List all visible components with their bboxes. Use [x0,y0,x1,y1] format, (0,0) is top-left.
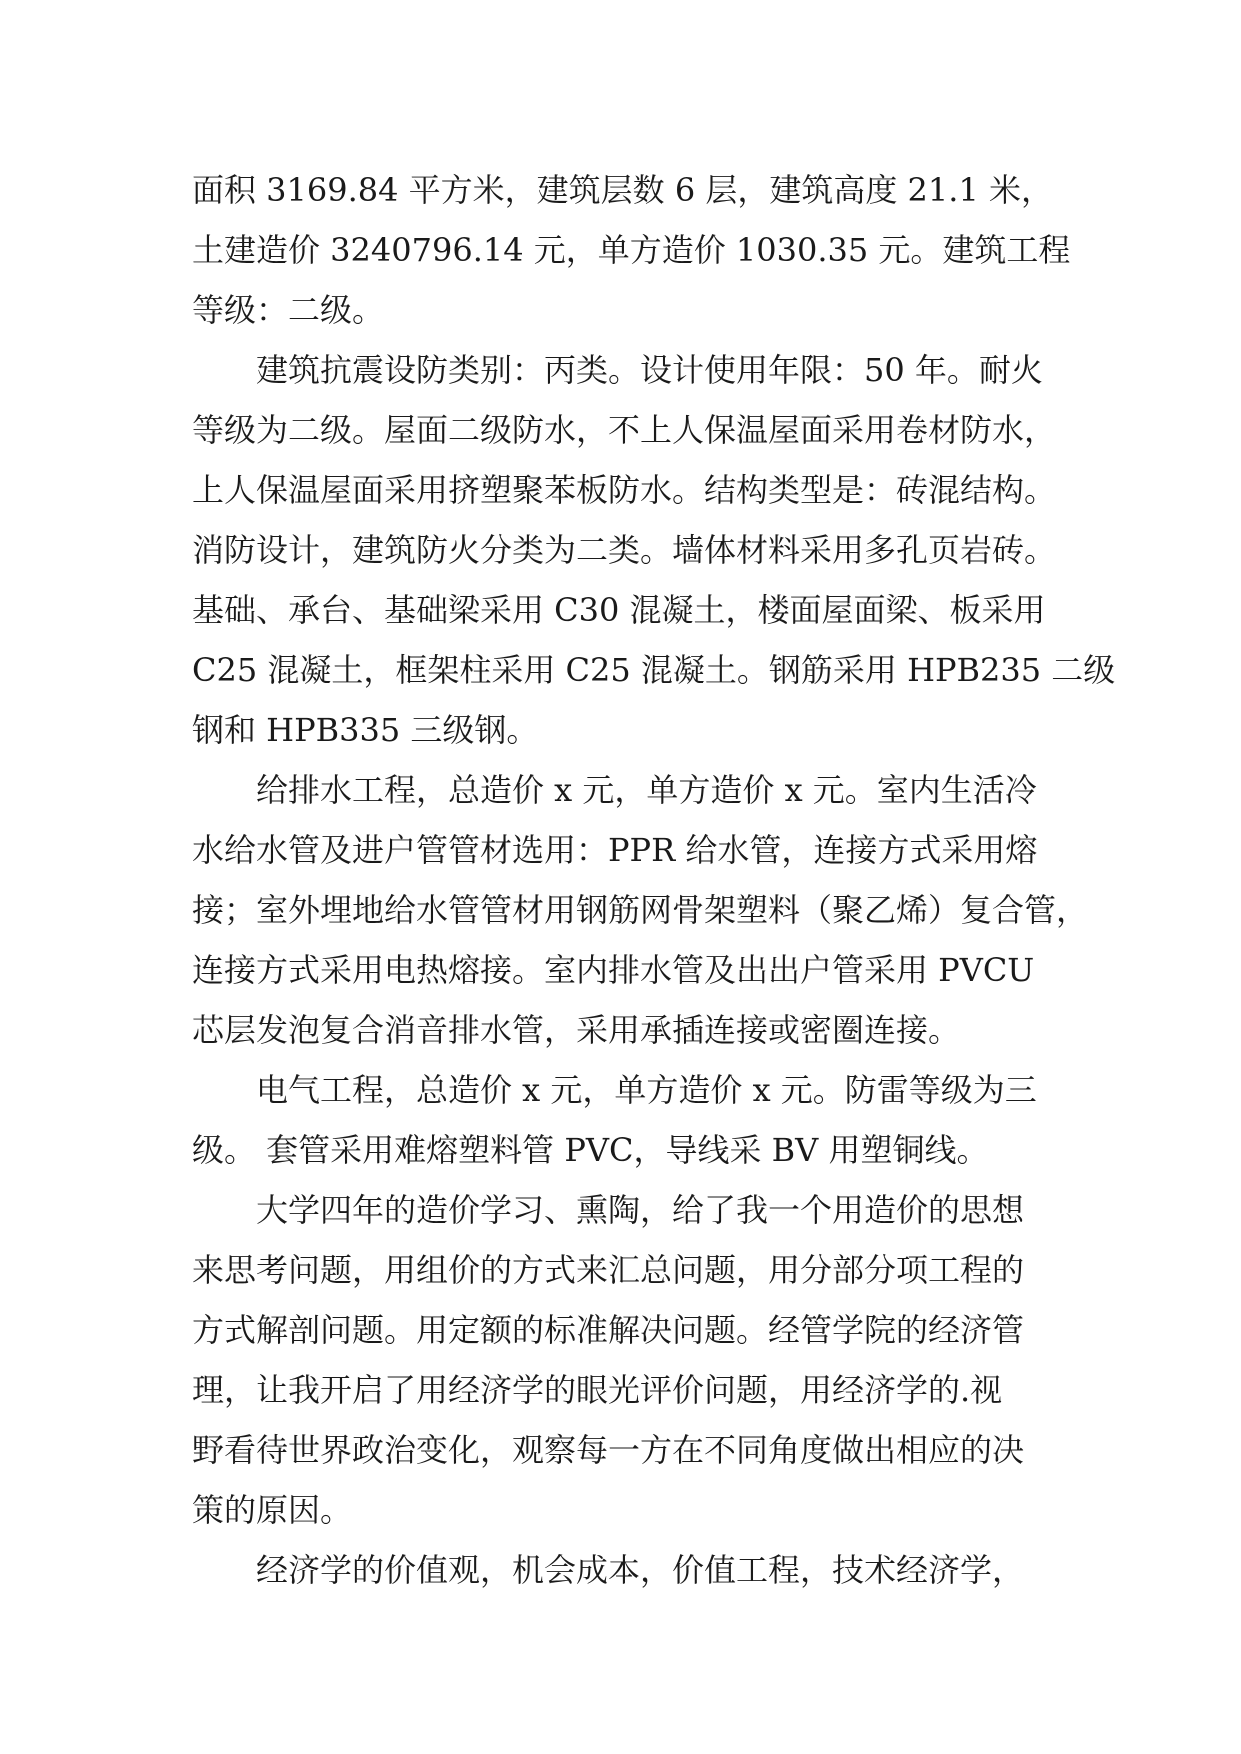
text-line: 等级为二级。屋面二级防水，不上人保温屋面采用卷材防水， [192,411,1057,449]
paragraph-economics [192,1540,1072,1600]
text-line: 接；室外埋地给水管管材用钢筋网骨架塑料（聚乙烯）复合管， [192,891,1089,929]
paragraph-electrical [192,1060,1072,1180]
text-line: 基础、承台、基础梁采用 C30 混凝土，楼面屋面梁、板采用 [192,591,1046,629]
text-line: 方式解剖问题。用定额的标准解决问题。经管学院的经济管 [192,1311,1025,1349]
text-line: 来思考问题，用组价的方式来汇总问题，用分部分项工程的 [192,1251,1025,1289]
document-body [192,160,1116,1600]
text-line: 经济学的价值观，机会成本，价值工程，技术经济学， [256,1551,1025,1589]
text-line: 级。 套管采用难熔塑料管 PVC，导线采 BV 用塑铜线。 [192,1131,989,1169]
paragraph-university-study [192,1180,1072,1540]
text-line: 电气工程，总造价 x 元，单方造价 x 元。防雷等级为三 [256,1071,1037,1109]
paragraph-building-area [192,160,1072,340]
text-line: 消防设计，建筑防火分类为二类。墙体材料采用多孔页岩砖。 [192,531,1057,569]
text-line: 建筑抗震设防类别：丙类。设计使用年限：50 年。耐火 [256,351,1043,389]
text-line: 连接方式采用电热熔接。室内排水管及出出户管采用 PVCU [192,951,1035,989]
text-line: 等级：二级。 [192,291,385,329]
text-line: 芯层发泡复合消音排水管，采用承插连接或密圈连接。 [192,1011,961,1049]
text-line: 面积 3169.84 平方米，建筑层数 6 层，建筑高度 21.1 米， [192,171,1053,209]
text-line: 水给水管及进户管管材选用：PPR 给水管，连接方式采用熔 [192,831,1038,869]
text-line: 策的原因。 [192,1491,353,1529]
text-line: 理，让我开启了用经济学的眼光评价问题，用经济学的.视 [192,1371,1003,1409]
text-line: 钢和 HPB335 三级钢。 [192,711,539,749]
paragraph-seismic-design [192,340,1116,760]
text-line: 上人保温屋面采用挤塑聚苯板防水。结构类型是：砖混结构。 [192,471,1057,509]
text-line: C25 混凝土，框架柱采用 C25 混凝土。钢筋采用 HPB235 二级 [192,651,1116,689]
text-line: 给排水工程，总造价 x 元，单方造价 x 元。室内生活冷 [256,771,1037,809]
text-line: 大学四年的造价学习、熏陶，给了我一个用造价的思想 [256,1191,1025,1229]
text-line: 土建造价 3240796.14 元，单方造价 1030.35 元。建筑工程 [192,231,1071,269]
text-line: 野看待世界政治变化，观察每一方在不同角度做出相应的决 [192,1431,1025,1469]
paragraph-plumbing [192,760,1089,1060]
